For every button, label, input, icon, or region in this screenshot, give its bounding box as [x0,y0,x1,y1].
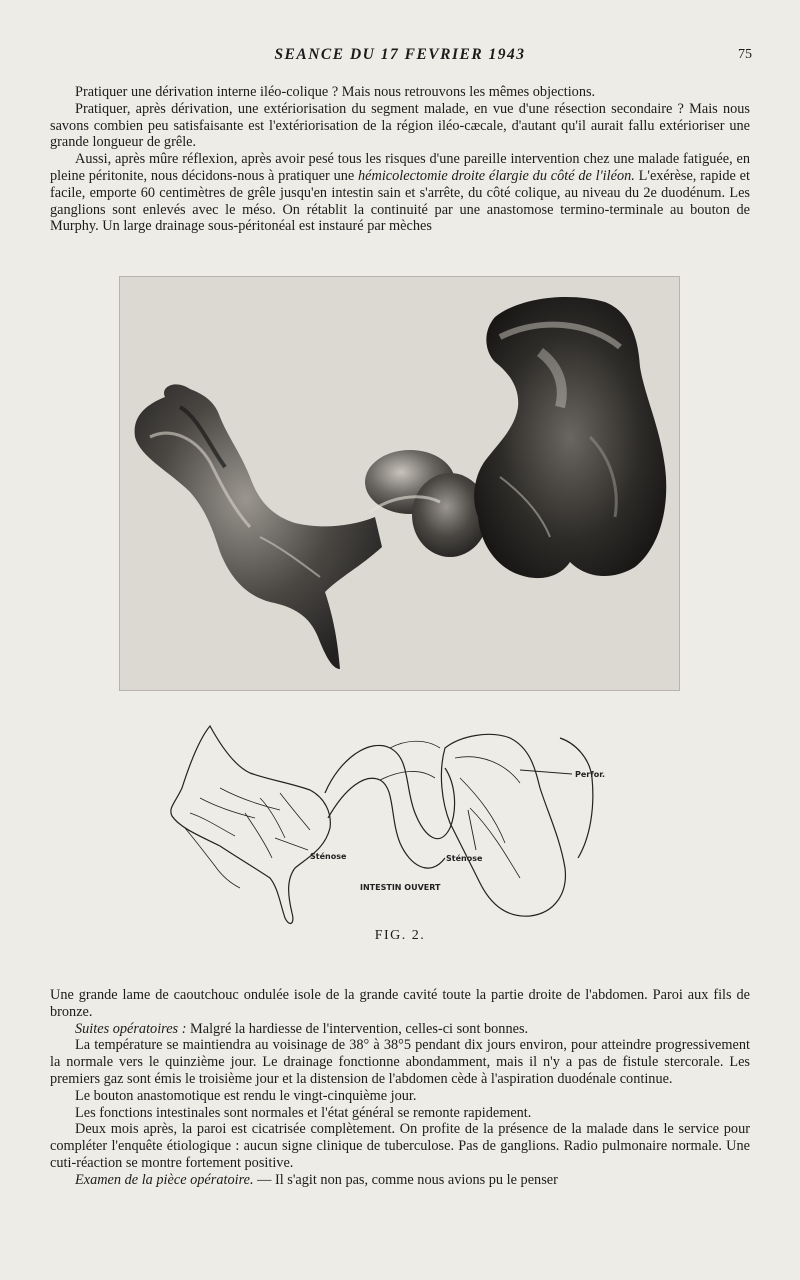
paragraph-text: Malgré la hardiesse de l'intervention, celles-ci sont bonnes. [186,1020,529,1037]
bottom-text-block [50,987,750,1189]
figure-caption: FIG. 2. [374,928,426,943]
anatomical-drawing [160,718,620,930]
label-stenose-left: Sténose [310,852,347,861]
italic-phrase: hémicolectomie droite élargie du côté de l'iléon. [358,167,635,184]
running-header [48,46,752,68]
paragraph-text: Aussi, après mûre réflexion, après avoir pesé tous les risques d'une pareille intervention chez une malade fatiguée, en pleine péritonite, nous décidons-nous à pratiquer une [50,151,750,184]
specimen-photo-svg [120,277,679,690]
paragraph-text: — Il s'agit non pas, comme nous avions pu le penser [253,1171,558,1188]
italic-phrase: Suites opératoires : [75,1020,187,1037]
label-intestin-ouvert: INTESTIN OUVERT [360,883,441,892]
top-text-block [50,84,750,235]
paragraph-text: L'exérèse, rapide et facile, emporte 60 centimètres de grêle jusqu'en intestin sain et s'arrête, du côté colique, au niveau du 2e duodénum. Les ganglions sont enlevés avec le méso. On rétablit la continuité par une anastomose termino-terminale au bouton de Murphy. Un large drainage sous-péritonéal est instauré par mèches [50,167,750,235]
paragraph [50,1037,750,1087]
paragraph [50,84,750,101]
paragraph-text: La température se maintiendra au voisinage de 38° à 38°5 pendant dix jours environ, pour atteindre progressivement la normale vers le quinzième jour. Le drainage fonctionne abondamment, mais il n'y a pas de fistule stercorale. Les premiers gaz sont émis le troisième jour et la distension de l'abdomen cède à l'aspiration duodénale continue. [50,1037,750,1087]
paragraph [50,1172,750,1189]
drawing-svg [160,718,620,930]
paragraph [50,101,750,151]
paragraph [50,151,750,235]
paragraph-text: Pratiquer une dérivation interne iléo-colique ? Mais nous retrouvons les mêmes objections. [75,84,596,100]
paragraph-text: Pratiquer, après dérivation, une extériorisation du segment malade, en vue d'une résection secondaire ? Mais nous savons combien peu satisfaisante est l'extériorisation de la région iléo-cæcale, d'autant qu'il aurait fallu extérioriser une grande longueur de grêle. [50,100,750,151]
paragraph [50,987,750,1021]
header-title: SEANCE DU 17 FEVRIER 1943 [274,46,526,63]
paragraph [50,1021,750,1038]
paragraph-text: Une grande lame de caoutchouc ondulée isole de la grande cavité toute la partie droite de l'abdomen. Paroi aux fils de bronze. [50,987,750,1020]
paragraph-text: Le bouton anastomotique est rendu le vingt-cinquième jour. [75,1087,417,1104]
page-number: 75 [738,47,752,62]
specimen-photograph [119,276,680,691]
paragraph-text: Les fonctions intestinales sont normales et l'état général se remonte rapidement. [75,1104,532,1121]
label-stenose-right: Sténose [446,854,483,863]
label-perforation: Perfor. [575,770,606,779]
paragraph [50,1121,750,1171]
paragraph-text: Deux mois après, la paroi est cicatrisée complètement. On profite de la présence de la malade dans le service pour compléter l'enquête étiologique : aucun signe clinique de tuberculose. Pas de ganglions. Radio pulmonaire normale. Une cuti-réaction se montre fortement positive. [50,1121,750,1171]
italic-phrase: Examen de la pièce opératoire. [75,1171,254,1188]
paragraph [50,1105,750,1122]
paragraph [50,1088,750,1105]
